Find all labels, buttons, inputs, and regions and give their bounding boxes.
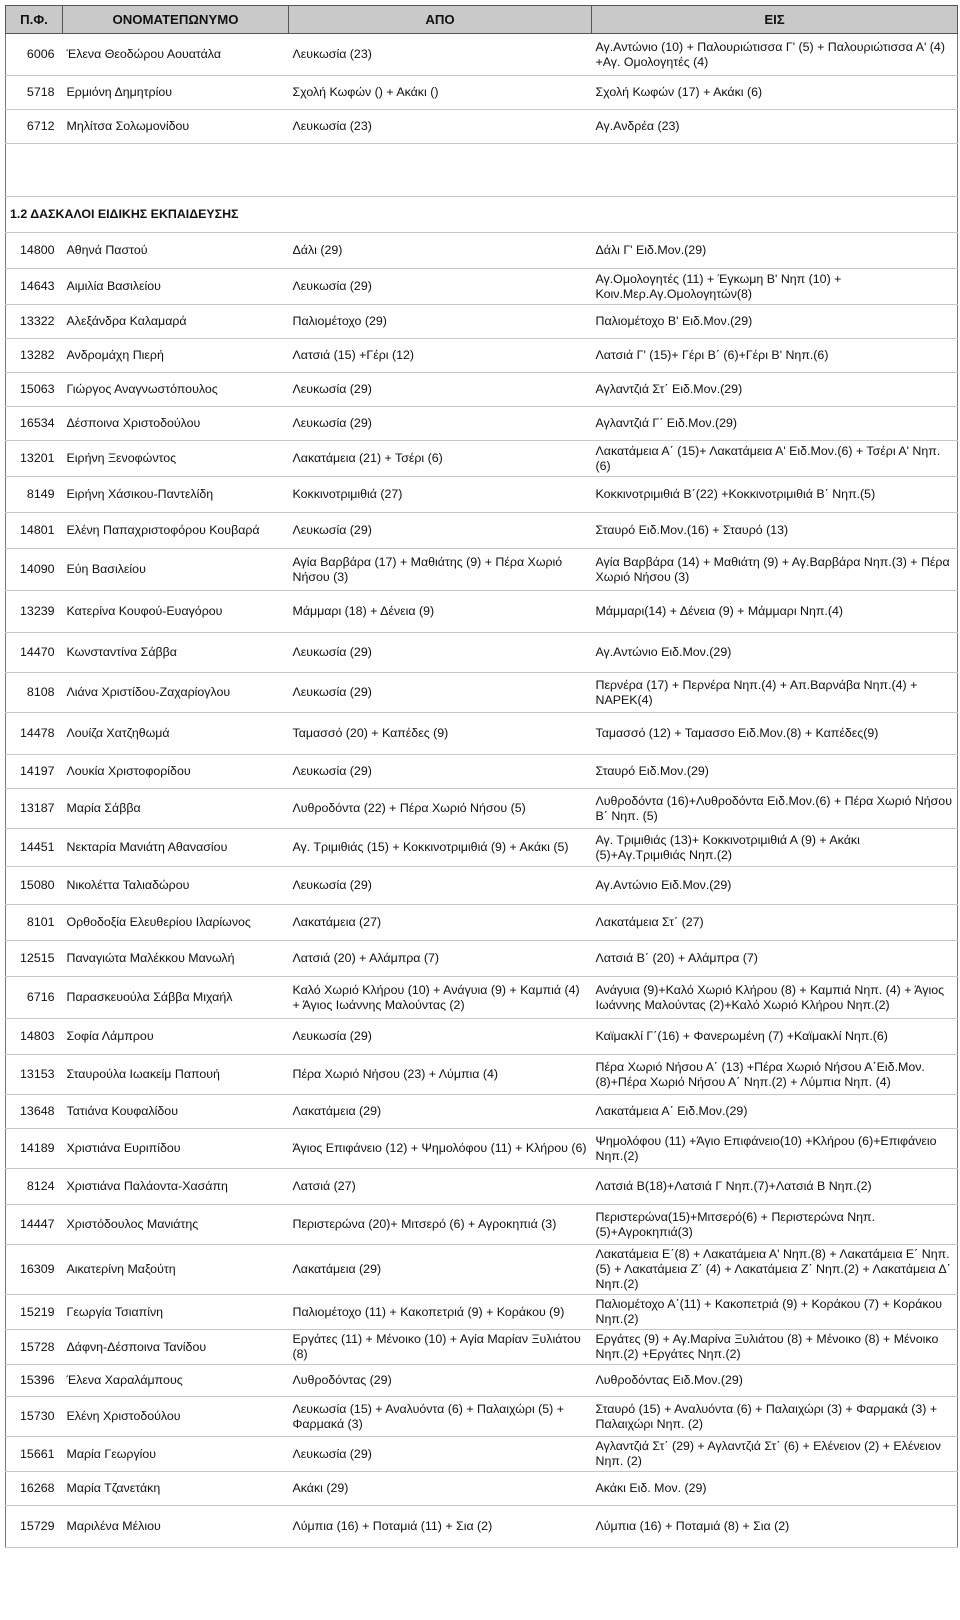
cell-code: 8149 xyxy=(6,477,63,513)
table-row xyxy=(6,867,958,905)
cell-code: 13239 xyxy=(6,591,63,633)
cell-to: Λύμπια (16) + Ποταμιά (8) + Σια (2) xyxy=(592,1506,958,1548)
cell-to: Παλιομέτοχο Α΄(11) + Κακοπετριά (9) + Κοράκου (7) + Κοράκου Νηπ.(2) xyxy=(592,1295,958,1330)
cell-to: Λατσιά Β΄ (20) + Αλάμπρα (7) xyxy=(592,941,958,977)
cell-name: Γιώργος Αναγνωστόπουλος xyxy=(63,373,289,407)
cell-to: Περιστερώνα(15)+Μιτσερό(6) + Περιστερώνα Νηπ.(5)+Αγροκηπιά(3) xyxy=(592,1205,958,1245)
cell-code: 14197 xyxy=(6,755,63,789)
table-row xyxy=(6,441,958,477)
cell-from: Λευκωσία (29) xyxy=(289,513,592,549)
cell-name: Μηλίτσα Σολωμονίδου xyxy=(63,110,289,144)
table-row xyxy=(6,829,958,867)
table-row xyxy=(6,513,958,549)
cell-from: Μάμμαρι (18) + Δένεια (9) xyxy=(289,591,592,633)
section-heading-row xyxy=(6,197,958,233)
cell-name: Μαρία Γεωργίου xyxy=(63,1437,289,1472)
cell-name: Αιμιλία Βασιλείου xyxy=(63,269,289,305)
cell-to: Λατσιά Γ' (15)+ Γέρι Β΄ (6)+Γέρι Β' Νηπ.(6) xyxy=(592,339,958,373)
table-row xyxy=(6,905,958,941)
cell-to: Σταυρό Ειδ.Μον.(29) xyxy=(592,755,958,789)
table-row xyxy=(6,407,958,441)
table-row xyxy=(6,789,958,829)
cell-from: Λακατάμεια (21) + Τσέρι (6) xyxy=(289,441,592,477)
table-row xyxy=(6,713,958,755)
cell-name: Δέσποινα Χριστοδούλου xyxy=(63,407,289,441)
cell-code: 15728 xyxy=(6,1330,63,1365)
cell-from: Σχολή Κωφών () + Ακάκι () xyxy=(289,76,592,110)
cell-name: Ελένη Παπαχριστοφόρου Κουβαρά xyxy=(63,513,289,549)
cell-from: Καλό Χωριό Κλήρου (10) + Ανάγυια (9) + Καμπιά (4) + Άγιος Ιωάννης Μαλούντας (2) xyxy=(289,977,592,1019)
cell-name: Χριστιάνα Ευριπίδου xyxy=(63,1129,289,1169)
cell-to: Αγλαντζιά Γ΄ Ειδ.Μον.(29) xyxy=(592,407,958,441)
cell-code: 13187 xyxy=(6,789,63,829)
header-code: Π.Φ. xyxy=(6,6,63,34)
cell-code: 14090 xyxy=(6,549,63,591)
cell-to: Λακατάμεια Α΄ Ειδ.Μον.(29) xyxy=(592,1095,958,1129)
cell-from: Άγιος Επιφάνειο (12) + Ψημολόφου (11) + Κλήρου (6) xyxy=(289,1129,592,1169)
cell-from: Δάλι (29) xyxy=(289,233,592,269)
cell-from: Ταμασσό (20) + Καπέδες (9) xyxy=(289,713,592,755)
cell-from: Λευκωσία (29) xyxy=(289,269,592,305)
cell-to: Αγ. Τριμιθιάς (13)+ Κοκκινοτριμιθιά Α (9) + Ακάκι (5)+Αγ.Τριμιθιάς Νηπ.(2) xyxy=(592,829,958,867)
cell-code: 15396 xyxy=(6,1365,63,1397)
cell-from: Παλιομέτοχο (29) xyxy=(289,305,592,339)
cell-from: Λατσιά (27) xyxy=(289,1169,592,1205)
cell-from: Αγ. Τριμιθιάς (15) + Κοκκινοτριμιθιά (9) + Ακάκι (5) xyxy=(289,829,592,867)
table-row xyxy=(6,1295,958,1330)
cell-name: Παναγιώτα Μαλέκκου Μανωλή xyxy=(63,941,289,977)
cell-code: 13648 xyxy=(6,1095,63,1129)
section-heading: 1.2 ΔΑΣΚΑΛΟΙ ΕΙΔΙΚΗΣ ΕΚΠΑΙΔΕΥΣΗΣ xyxy=(6,197,958,233)
cell-from: Λευκωσία (29) xyxy=(289,1437,592,1472)
cell-name: Αλεξάνδρα Καλαμαρά xyxy=(63,305,289,339)
table-row xyxy=(6,373,958,407)
table-row xyxy=(6,1205,958,1245)
header-name: ΟΝΟΜΑΤΕΠΩΝΥΜΟ xyxy=(63,6,289,34)
table-row xyxy=(6,1055,958,1095)
cell-to: Καϊμακλί Γ΄(16) + Φανερωμένη (7) +Καϊμακλί Νηπ.(6) xyxy=(592,1019,958,1055)
cell-code: 8101 xyxy=(6,905,63,941)
cell-from: Λακατάμεια (29) xyxy=(289,1245,592,1295)
cell-from: Λευκωσία (29) xyxy=(289,755,592,789)
cell-code: 15080 xyxy=(6,867,63,905)
cell-code: 14189 xyxy=(6,1129,63,1169)
header-from: ΑΠΟ xyxy=(289,6,592,34)
table-row xyxy=(6,941,958,977)
cell-name: Λουίζα Χατζηθωμά xyxy=(63,713,289,755)
cell-to: Λυθροδόντας Ειδ.Μον.(29) xyxy=(592,1365,958,1397)
cell-to: Περνέρα (17) + Περνέρα Νηπ.(4) + Απ.Βαρνάβα Νηπ.(4) + ΝΑΡΕΚ(4) xyxy=(592,673,958,713)
cell-to: Ακάκι Ειδ. Μον. (29) xyxy=(592,1472,958,1506)
cell-name: Μαρία Σάββα xyxy=(63,789,289,829)
cell-to: Αγλαντζιά Στ΄ (29) + Αγλαντζιά Στ΄ (6) + Ελένειον (2) + Ελένειον Νηπ. (2) xyxy=(592,1437,958,1472)
cell-name: Γεωργία Τσιαπίνη xyxy=(63,1295,289,1330)
cell-from: Λυθροδόντα (22) + Πέρα Χωριό Νήσου (5) xyxy=(289,789,592,829)
cell-code: 15063 xyxy=(6,373,63,407)
cell-to: Μάμμαρι(14) + Δένεια (9) + Μάμμαρι Νηπ.(4) xyxy=(592,591,958,633)
cell-from: Πέρα Χωριό Νήσου (23) + Λύμπια (4) xyxy=(289,1055,592,1095)
cell-code: 14447 xyxy=(6,1205,63,1245)
table-row xyxy=(6,1437,958,1472)
cell-from: Περιστερώνα (20)+ Μιτσερό (6) + Αγροκηπιά (3) xyxy=(289,1205,592,1245)
cell-code: 6716 xyxy=(6,977,63,1019)
table-row xyxy=(6,1169,958,1205)
table-row xyxy=(6,1095,958,1129)
cell-name: Ελένη Χριστοδούλου xyxy=(63,1397,289,1437)
cell-name: Αικατερίνη Μαξούτη xyxy=(63,1245,289,1295)
cell-from: Λατσιά (20) + Αλάμπρα (7) xyxy=(289,941,592,977)
cell-name: Δάφνη-Δέσποινα Τανίδου xyxy=(63,1330,289,1365)
cell-to: Αγ.Αντώνιο (10) + Παλουριώτισσα Γ' (5) + Παλουριώτισσα Α' (4) +Αγ. Ομολογητές (4) xyxy=(592,34,958,76)
spacer-row xyxy=(6,144,958,197)
cell-to: Δάλι Γ' Ειδ.Μον.(29) xyxy=(592,233,958,269)
cell-code: 15661 xyxy=(6,1437,63,1472)
cell-from: Λευκωσία (29) xyxy=(289,673,592,713)
table-body xyxy=(6,34,958,1548)
cell-name: Ερμιόνη Δημητρίου xyxy=(63,76,289,110)
cell-code: 15219 xyxy=(6,1295,63,1330)
cell-to: Λακατάμεια Στ΄ (27) xyxy=(592,905,958,941)
cell-to: Εργάτες (9) + Αγ.Μαρίνα Ξυλιάτου (8) + Μένοικο (8) + Μένοικο Νηπ.(2) +Εργάτες Νηπ.(2) xyxy=(592,1330,958,1365)
cell-to: Ανάγυια (9)+Καλό Χωριό Κλήρου (8) + Καμπιά Νηπ. (4) + Άγιος Ιωάννης Μαλούντας (2)+Καλό Χωριό Κλήρου Νηπ.(2) xyxy=(592,977,958,1019)
cell-name: Μαρία Τζανετάκη xyxy=(63,1472,289,1506)
cell-to: Σταυρό Ειδ.Μον.(16) + Σταυρό (13) xyxy=(592,513,958,549)
cell-name: Νικολέττα Ταλιαδώρου xyxy=(63,867,289,905)
cell-code: 6006 xyxy=(6,34,63,76)
cell-from: Λευκωσία (29) xyxy=(289,633,592,673)
cell-from: Αγία Βαρβάρα (17) + Μαθιάτης (9) + Πέρα Χωριό Νήσου (3) xyxy=(289,549,592,591)
cell-to: Λυθροδόντα (16)+Λυθροδόντα Ειδ.Μον.(6) + Πέρα Χωριό Νήσου Β΄ Νηπ. (5) xyxy=(592,789,958,829)
cell-name: Χριστόδουλος Μανιάτης xyxy=(63,1205,289,1245)
cell-from: Λευκωσία (29) xyxy=(289,1019,592,1055)
cell-code: 14643 xyxy=(6,269,63,305)
cell-name: Νεκταρία Μανιάτη Αθανασίου xyxy=(63,829,289,867)
cell-name: Έλενα Θεοδώρου Αουατάλα xyxy=(63,34,289,76)
teacher-placement-table xyxy=(5,5,958,1548)
cell-name: Κατερίνα Κουφού-Ευαγόρου xyxy=(63,591,289,633)
table-row xyxy=(6,1245,958,1295)
cell-name: Λιάνα Χριστίδου-Ζαχαρίογλου xyxy=(63,673,289,713)
cell-code: 5718 xyxy=(6,76,63,110)
cell-name: Ορθοδοξία Ελευθερίου Ιλαρίωνος xyxy=(63,905,289,941)
cell-code: 14803 xyxy=(6,1019,63,1055)
table-row xyxy=(6,1129,958,1169)
cell-name: Ειρήνη Χάσικου-Παντελίδη xyxy=(63,477,289,513)
cell-from: Λυθροδόντας (29) xyxy=(289,1365,592,1397)
cell-code: 14470 xyxy=(6,633,63,673)
table-row xyxy=(6,1397,958,1437)
table-row xyxy=(6,233,958,269)
cell-from: Λευκωσία (29) xyxy=(289,373,592,407)
cell-from: Λευκωσία (23) xyxy=(289,110,592,144)
table-row xyxy=(6,633,958,673)
cell-from: Λακατάμεια (29) xyxy=(289,1095,592,1129)
cell-to: Λακατάμεια Α΄ (15)+ Λακατάμεια Α' Ειδ.Μον.(6) + Τσέρι Α' Νηπ.(6) xyxy=(592,441,958,477)
cell-code: 12515 xyxy=(6,941,63,977)
cell-name: Σοφία Λάμπρου xyxy=(63,1019,289,1055)
table-header-row xyxy=(6,6,958,34)
cell-name: Τατιάνα Κουφαλίδου xyxy=(63,1095,289,1129)
table-row xyxy=(6,591,958,633)
table-row xyxy=(6,34,958,76)
cell-name: Εύη Βασιλείου xyxy=(63,549,289,591)
cell-from: Λευκωσία (15) + Αναλυόντα (6) + Παλαιχώρι (5) + Φαρμακά (3) xyxy=(289,1397,592,1437)
cell-name: Λουκία Χριστοφορίδου xyxy=(63,755,289,789)
cell-from: Κοκκινοτριμιθιά (27) xyxy=(289,477,592,513)
cell-from: Λατσιά (15) +Γέρι (12) xyxy=(289,339,592,373)
cell-from: Λευκωσία (23) xyxy=(289,34,592,76)
cell-to: Πέρα Χωριό Νήσου Α΄ (13) +Πέρα Χωριό Νήσου Α΄Ειδ.Μον.(8)+Πέρα Χωριό Νήσου Α΄ Νηπ.(2) + Λύμπια Νηπ. (4) xyxy=(592,1055,958,1095)
cell-code: 15730 xyxy=(6,1397,63,1437)
cell-to: Παλιομέτοχο Β' Ειδ.Μον.(29) xyxy=(592,305,958,339)
cell-code: 14801 xyxy=(6,513,63,549)
cell-name: Ειρήνη Ξενοφώντος xyxy=(63,441,289,477)
cell-code: 13282 xyxy=(6,339,63,373)
cell-code: 13153 xyxy=(6,1055,63,1095)
cell-name: Μαριλένα Μέλιου xyxy=(63,1506,289,1548)
cell-code: 13201 xyxy=(6,441,63,477)
cell-to: Λατσιά Β(18)+Λατσιά Γ Νηπ.(7)+Λατσιά Β Νηπ.(2) xyxy=(592,1169,958,1205)
cell-to: Αγ.Ανδρέα (23) xyxy=(592,110,958,144)
cell-name: Κωνσταντίνα Σάββα xyxy=(63,633,289,673)
table-row xyxy=(6,76,958,110)
cell-code: 13322 xyxy=(6,305,63,339)
cell-name: Έλενα Χαραλάμπους xyxy=(63,1365,289,1397)
cell-from: Λακατάμεια (27) xyxy=(289,905,592,941)
table-row xyxy=(6,1506,958,1548)
cell-to: Αγ.Αντώνιο Ειδ.Μον.(29) xyxy=(592,867,958,905)
cell-to: Αγ.Ομολογητές (11) + Έγκωμη Β' Νηπ (10) + Κοιν.Μερ.Αγ.Ομολογητών(8) xyxy=(592,269,958,305)
cell-to: Αγ.Αντώνιο Ειδ.Μον.(29) xyxy=(592,633,958,673)
spacer-cell xyxy=(6,144,958,197)
cell-code: 6712 xyxy=(6,110,63,144)
table-row xyxy=(6,305,958,339)
cell-code: 16534 xyxy=(6,407,63,441)
cell-code: 14800 xyxy=(6,233,63,269)
cell-to: Κοκκινοτριμιθιά Β΄(22) +Κοκκινοτριμιθιά Β΄ Νηπ.(5) xyxy=(592,477,958,513)
table-row xyxy=(6,549,958,591)
table-row xyxy=(6,477,958,513)
cell-name: Ανδρομάχη Πιερή xyxy=(63,339,289,373)
table-row xyxy=(6,269,958,305)
cell-name: Παρασκευούλα Σάββα Μιχαήλ xyxy=(63,977,289,1019)
table-row xyxy=(6,1365,958,1397)
cell-to: Αγλαντζιά Στ΄ Ειδ.Μον.(29) xyxy=(592,373,958,407)
cell-from: Λευκωσία (29) xyxy=(289,867,592,905)
table-row xyxy=(6,339,958,373)
table-row xyxy=(6,977,958,1019)
cell-code: 14478 xyxy=(6,713,63,755)
cell-from: Λύμπια (16) + Ποταμιά (11) + Σια (2) xyxy=(289,1506,592,1548)
table-row xyxy=(6,110,958,144)
cell-from: Εργάτες (11) + Μένοικο (10) + Αγία Μαρίαν Ξυλιάτου (8) xyxy=(289,1330,592,1365)
cell-code: 16268 xyxy=(6,1472,63,1506)
cell-name: Χριστιάνα Παλάοντα-Χασάπη xyxy=(63,1169,289,1205)
cell-from: Παλιομέτοχο (11) + Κακοπετριά (9) + Κοράκου (9) xyxy=(289,1295,592,1330)
cell-to: Ψημολόφου (11) +Άγιο Επιφάνειο(10) +Κλήρου (6)+Επιφάνειο Νηπ.(2) xyxy=(592,1129,958,1169)
cell-code: 8108 xyxy=(6,673,63,713)
cell-code: 8124 xyxy=(6,1169,63,1205)
cell-to: Ταμασσό (12) + Ταμασσο Ειδ.Μον.(8) + Καπέδες(9) xyxy=(592,713,958,755)
cell-to: Σχολή Κωφών (17) + Ακάκι (6) xyxy=(592,76,958,110)
cell-to: Λακατάμεια Ε΄(8) + Λακατάμεια Α' Νηπ.(8) + Λακατάμεια Ε΄ Νηπ.(5) + Λακατάμεια Ζ΄ (4) + Λακατάμεια Ζ΄ Νηπ.(2) + Λακατάμεια Δ΄ Νηπ.(2) xyxy=(592,1245,958,1295)
cell-name: Σταυρούλα Ιωακείμ Παπουή xyxy=(63,1055,289,1095)
cell-name: Αθηνά Παστού xyxy=(63,233,289,269)
table-row xyxy=(6,673,958,713)
table-row xyxy=(6,1330,958,1365)
cell-to: Σταυρό (15) + Αναλυόντα (6) + Παλαιχώρι (3) + Φαρμακά (3) + Παλαιχώρι Νηπ. (2) xyxy=(592,1397,958,1437)
cell-code: 14451 xyxy=(6,829,63,867)
header-to: ΕΙΣ xyxy=(592,6,958,34)
cell-code: 15729 xyxy=(6,1506,63,1548)
table-row xyxy=(6,1472,958,1506)
cell-from: Λευκωσία (29) xyxy=(289,407,592,441)
cell-code: 16309 xyxy=(6,1245,63,1295)
cell-from: Ακάκι (29) xyxy=(289,1472,592,1506)
table-row xyxy=(6,755,958,789)
cell-to: Αγία Βαρβάρα (14) + Μαθιάτη (9) + Αγ.Βαρβάρα Νηπ.(3) + Πέρα Χωριό Νήσου (3) xyxy=(592,549,958,591)
table-row xyxy=(6,1019,958,1055)
